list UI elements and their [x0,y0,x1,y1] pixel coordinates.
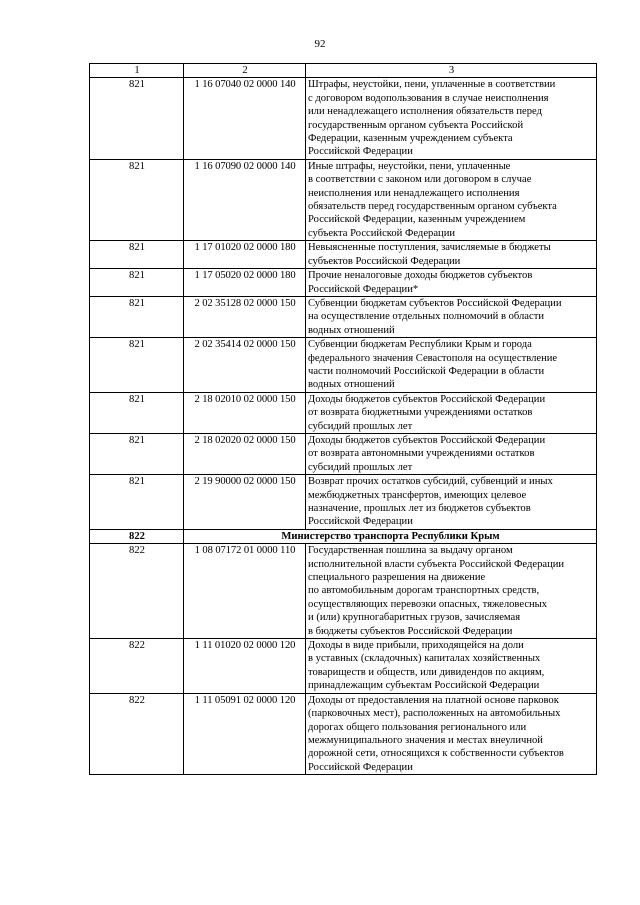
revenue-name-line: Субвенции бюджетам Республики Крым и города [308,339,532,351]
revenue-name-line: и (или) крупногабаритных грузов, зачисляемая [308,612,521,624]
revenue-name-line: Прочие неналоговые доходы бюджетов субъектов [308,270,533,282]
revenue-name-line: назначение, прошлых лет из бюджетов субъектов [308,503,531,514]
revenue-code-cell: 1 17 01020 02 0000 180 [184,241,306,269]
budget-revenue-table [89,63,597,775]
table-row [90,338,597,393]
revenue-code-cell: 2 02 35128 02 0000 150 [184,296,306,337]
revenue-code-cell: 1 17 05020 02 0000 180 [184,269,306,297]
revenue-name-cell [306,78,597,159]
table-row [90,296,597,337]
revenue-name-line: части полномочий Российской Федерации в области [308,365,545,377]
admin-code-cell: 821 [90,78,184,159]
revenue-name-cell [306,241,597,269]
page-number: 92 [314,38,326,50]
admin-code-cell: 821 [90,433,184,474]
revenue-code-cell: 1 08 07172 01 0000 110 [184,544,306,639]
revenue-name-line: федерального значения Севастополя на осуществление [308,352,558,364]
revenue-name-line: Российской Федерации, казенным учреждением [308,214,526,226]
revenue-code-cell: 2 18 02020 02 0000 150 [184,433,306,474]
table-row [90,475,597,530]
revenue-name-line: осуществляющих перевозки опасных, тяжеловесных [308,598,548,610]
revenue-name-line: водных отношений [308,324,395,336]
table-row [90,544,597,639]
revenue-name-line: Субвенции бюджетам субъектов Российской Федерации [308,297,562,309]
revenue-name-line: Доходы бюджетов субъектов Российской Федерации [308,434,546,446]
revenue-name-line: Российской Федерации [308,146,413,158]
revenue-code-cell: 2 19 90000 02 0000 150 [184,475,306,530]
revenue-name-line: неисполнения или ненадлежащего исполнения [308,187,520,199]
admin-code-cell: 821 [90,296,184,337]
revenue-name-line: межмуниципального значения и местах внеуличной [308,734,543,746]
revenue-name-cell [306,693,597,774]
revenue-name-line: на осуществление отдельных полномочий в области [308,311,545,323]
admin-code-cell: 821 [90,392,184,433]
column-header-2: 2 [184,64,306,78]
revenue-name-line: субъектов Российской Федерации [308,255,461,267]
column-header-1: 1 [90,64,184,78]
revenue-name-line: Невыясненные поступления, зачисляемые в бюджеты [308,242,551,254]
revenue-code-cell: 2 02 35414 02 0000 150 [184,338,306,393]
revenue-name-line: дорогах общего пользования регионального или [308,721,527,733]
column-header-3: 3 [306,64,597,78]
revenue-name-cell [306,392,597,433]
admin-code-cell: 822 [90,639,184,694]
table-body [90,78,597,775]
revenue-code-cell: 1 11 01020 02 0000 120 [184,639,306,694]
revenue-name-line: Возврат прочих остатков субсидий, субвенций и иных [308,476,553,488]
revenue-name-line: обязательств перед государственным органом субъекта [308,201,557,213]
table-row [90,433,597,474]
revenue-name-line: товариществ и обществ, или дивидендов по акциям, [308,666,545,678]
revenue-name-line: специального разрешения на движение [308,572,486,584]
revenue-name-line: Штрафы, неустойки, пени, уплаченные в соответствии [308,79,556,91]
table-row [90,241,597,269]
revenue-name-cell [306,159,597,240]
revenue-name-line: Иные штрафы, неустойки, пени, уплаченные [308,160,511,172]
revenue-name-line: Доходы бюджетов субъектов Российской Федерации [308,393,546,405]
revenue-name-line: или ненадлежащего исполнения обязательств перед [308,106,542,118]
admin-code-cell: 822 [90,544,184,639]
revenue-name-line: субсидий прошлых лет [308,420,413,432]
revenue-code-cell: 1 16 07090 02 0000 140 [184,159,306,240]
revenue-name-line: с договором водопользования в случае неисполнения [308,92,549,104]
admin-code-cell: 822 [90,693,184,774]
table-row [90,693,597,774]
revenue-name-line: дорожной сети, относящихся к собственности субъектов [308,748,564,760]
admin-code-cell: 821 [90,241,184,269]
revenue-name-cell [306,433,597,474]
revenue-name-cell [306,269,597,297]
revenue-name-line: субсидий прошлых лет [308,461,413,473]
table-row [90,159,597,240]
table-row [90,269,597,297]
revenue-name-line: Государственная пошлина за выдачу органом [308,545,513,557]
revenue-name-line: принадлежащим субъектам Российской Федерации [308,680,540,692]
revenue-name-line: от возврата бюджетными учреждениями остатков [308,407,533,419]
revenue-name-line: Доходы от предоставления на платной основе парковок [308,694,559,706]
revenue-name-line: Российской Федерации* [308,283,419,295]
revenue-name-cell [306,544,597,639]
revenue-name-line: Доходы в виде прибыли, приходящейся на доли [308,640,524,652]
table-row [90,78,597,159]
admin-code-cell: 821 [90,159,184,240]
revenue-name-line: водных отношений [308,379,395,391]
revenue-name-line: межбюджетных трансфертов, имеющих целевое [308,489,527,501]
revenue-name-line: (парковочных мест), расположенных на автомобильных [308,708,561,720]
revenue-name-line: Российской Федерации [308,516,413,528]
revenue-name-line: государственным органом субъекта Российской [308,119,524,131]
admin-code-cell: 821 [90,475,184,530]
revenue-name-cell [306,475,597,530]
table-row [90,392,597,433]
revenue-name-cell [306,296,597,337]
table-row [90,639,597,694]
revenue-name-line: от возврата автономными учреждениями остатков [308,448,535,460]
revenue-code-cell: 2 18 02010 02 0000 150 [184,392,306,433]
section-row [90,529,597,543]
revenue-name-line: в уставных (складочных) капиталах хозяйственных [308,653,541,665]
revenue-name-line: по автомобильным дорогам транспортных средств, [308,585,540,597]
section-title: Министерство транспорта Республики Крым [184,529,597,543]
admin-code-cell: 821 [90,338,184,393]
revenue-name-line: Российской Федерации [308,761,413,773]
revenue-name-line: субъекта Российской Федерации [308,227,456,239]
revenue-name-line: Федерации, казенным учреждением субъекта [308,133,513,145]
admin-code-cell: 821 [90,269,184,297]
revenue-code-cell: 1 11 05091 02 0000 120 [184,693,306,774]
revenue-name-cell [306,338,597,393]
revenue-name-line: в соответствии с законом или договором в случае [308,174,532,186]
table-header-row [90,64,597,78]
revenue-name-line: исполнительной власти субъекта Российской Федерации [308,558,565,570]
admin-code-cell: 822 [90,529,184,543]
revenue-name-line: в бюджеты субъектов Российской Федерации [308,625,513,637]
revenue-code-cell: 1 16 07040 02 0000 140 [184,78,306,159]
revenue-name-cell [306,639,597,694]
